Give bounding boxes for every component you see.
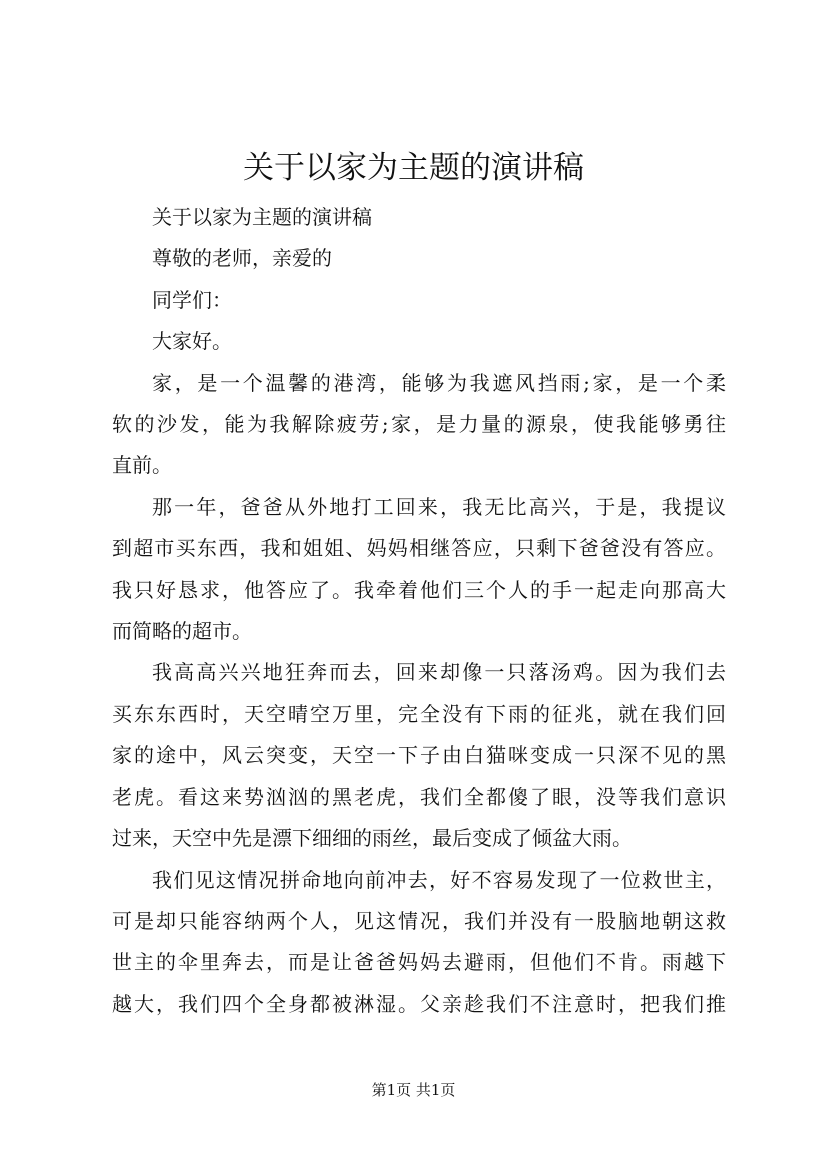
greeting-line: 同学们： [152,287,232,312]
paragraph-line: 过来，天空中先是漂下细细的雨丝，最后变成了倾盆大雨。 [112,826,632,851]
paragraph [112,363,726,487]
paragraph-line: 我只好恳求，他答应了。我牵着他们三个人的手一起走向那高大 [112,577,726,602]
paragraph-line: 而简略的超市。 [112,619,252,644]
paragraph-line: 世主的伞里奔去，而是让爸爸妈妈去避雨，但他们不肯。雨越下 [112,950,726,975]
paragraph-line: 我高高兴兴地狂奔而去，回来却像一只落汤鸡。因为我们去 [152,660,726,685]
greeting-line: 尊敬的老师，亲爱的 [152,246,332,271]
paragraph-line: 越大，我们四个全身都被淋湿。父亲趁我们不注意时，把我们推 [112,991,726,1016]
paragraph-line: 到超市买东西，我和姐姐、妈妈相继答应，只剩下爸爸没有答应。 [112,536,726,561]
heading-line: 关于以家为主题的演讲稿 [152,205,372,229]
paragraph-line: 家，是一个温馨的港湾，能够为我遮风挡雨;家，是一个柔 [152,370,726,395]
paragraph-line: 家的途中，风云突变，天空一下子由白猫咪变成一只深不见的黑 [112,743,726,768]
greeting-line: 大家好。 [152,329,232,354]
paragraph [112,487,726,653]
page-footer: 第1页 共1页 [371,1081,456,1099]
paragraph [112,860,726,1026]
paragraph-line: 可是却只能容纳两个人，见这情况，我们并没有一股脑地朝这救 [112,908,726,933]
paragraph-line: 软的沙发，能为我解除疲劳;家，是力量的源泉，使我能够勇往 [112,412,726,437]
document-body [112,197,726,1025]
paragraph-line: 买东东西时，天空晴空万里，完全没有下雨的征兆，就在我们回 [112,701,726,726]
paragraph-line: 那一年，爸爸从外地打工回来，我无比高兴，于是，我提议 [152,494,726,519]
paragraph [112,652,726,859]
paragraph-line: 老虎。看这来势汹汹的黑老虎，我们全都傻了眼，没等我们意识 [112,784,726,809]
paragraph-line: 直前。 [112,453,172,478]
document-title: 关于以家为主题的演讲稿 [243,150,584,186]
paragraph-line: 我们见这情况拼命地向前冲去，好不容易发现了一位救世主， [152,867,726,892]
